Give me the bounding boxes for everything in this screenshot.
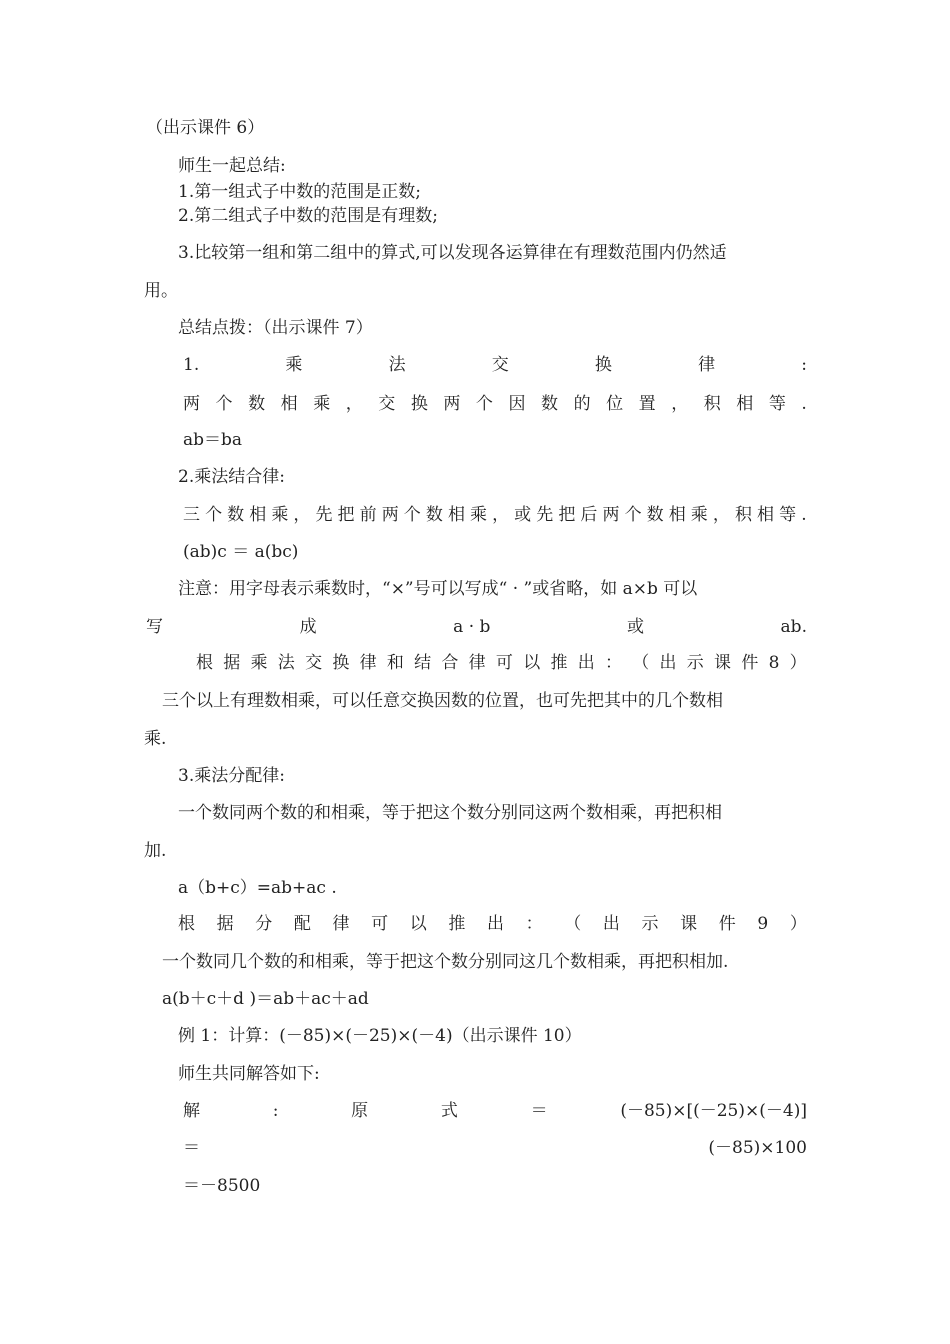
formula-line: ab＝ba (183, 430, 243, 450)
justified-line-deduction-9 (178, 913, 807, 935)
text-segment: 出 (659, 653, 677, 673)
text-segment: ， (712, 505, 730, 525)
text-segment: ， (492, 505, 510, 525)
text-segment: ： (525, 914, 543, 934)
text-segment: 相 (757, 505, 775, 525)
text-segment: 两 (183, 394, 200, 414)
text-line: 乘. (144, 729, 167, 749)
text-segment: 示 (641, 914, 659, 934)
text-segment: . (801, 394, 807, 414)
text-segment: 相 (280, 394, 298, 414)
justified-line-multiplication-commutative-heading (183, 354, 807, 376)
text-segment: 换 (332, 653, 350, 673)
text-segment: 个 (624, 505, 642, 525)
text-line: 一个数同两个数的和相乘，等于把这个数分别同这两个数相乘，再把积相 (178, 803, 722, 823)
text-segment: a · b (453, 617, 491, 637)
solution-line-2 (183, 1137, 807, 1159)
text-segment: 换 (594, 355, 612, 375)
text-line: 一个数同几个数的和相乘，等于把这个数分别同这几个数相乘，再把积相加. (162, 952, 729, 972)
text-segment: ： (604, 653, 622, 673)
text-segment: ） (789, 653, 807, 673)
text-segment: 课 (714, 653, 732, 673)
text-segment: (－85)×100 (708, 1138, 807, 1158)
justified-line-deduction-8 (196, 652, 807, 674)
text-segment: 数 (541, 394, 559, 414)
text-segment: 数 (248, 394, 266, 414)
text-segment: 法 (277, 653, 295, 673)
text-segment: 解 (183, 1101, 200, 1121)
text-segment: 和 (386, 653, 404, 673)
text-segment: : (801, 355, 807, 375)
justified-line-associative-rule (183, 504, 807, 526)
text-segment: 先 (536, 505, 554, 525)
text-segment: 置 (638, 394, 656, 414)
text-segment: 个 (215, 394, 233, 414)
text-line: 总结点拨：（出示课件 7） (178, 318, 373, 338)
text-line: 用。 (144, 281, 178, 301)
text-segment: 相 (668, 505, 686, 525)
text-segment: ＝ (183, 1138, 200, 1158)
text-segment: 个 (205, 505, 223, 525)
text-segment: 1. (183, 355, 200, 375)
text-segment: 出 (602, 914, 620, 934)
text-segment: 数 (646, 505, 664, 525)
text-segment: 乘 (271, 505, 289, 525)
text-segment: 交 (305, 653, 323, 673)
text-segment: 法 (388, 355, 406, 375)
text-segment: 三 (183, 505, 200, 525)
text-segment: 乘 (690, 505, 708, 525)
text-segment: 据 (216, 914, 234, 934)
text-segment: 课 (680, 914, 698, 934)
text-segment: 推 (550, 653, 568, 673)
text-segment: 成 (299, 617, 317, 637)
text-segment: 律 (332, 914, 350, 934)
text-segment: ＝ (530, 1101, 548, 1121)
text-line: 师生一起总结: (178, 156, 286, 176)
text-segment: 相 (447, 505, 465, 525)
text-segment: 可 (495, 653, 513, 673)
text-segment: 因 (508, 394, 526, 414)
text-segment: 积 (703, 394, 721, 414)
text-segment: ） (789, 914, 807, 934)
text-line: 1.第一组式子中数的范围是正数; (178, 182, 421, 202)
text-line: 2.第二组式子中数的范围是有理数; (178, 206, 438, 226)
text-segment: 结 (414, 653, 432, 673)
text-segment: 后 (580, 505, 598, 525)
text-segment: 以 (409, 914, 427, 934)
text-segment: 9 (757, 914, 769, 934)
text-segment: 件 (741, 653, 759, 673)
text-segment: 据 (223, 653, 241, 673)
text-segment: 数 (425, 505, 443, 525)
formula-line: a(b＋c＋d )＝ab＋ac＋ad (162, 989, 369, 1009)
text-segment: （ (564, 914, 582, 934)
text-segment: 出 (577, 653, 595, 673)
text-segment: ， (293, 505, 311, 525)
justified-line-notation (146, 616, 807, 638)
text-segment: 或 (514, 505, 532, 525)
text-line: 2.乘法结合律: (178, 467, 285, 487)
text-segment: ， (345, 394, 363, 414)
text-segment: 示 (686, 653, 704, 673)
text-segment: . (801, 505, 807, 525)
text-segment: 分 (255, 914, 273, 934)
text-segment: 件 (718, 914, 736, 934)
text-segment: 可 (371, 914, 389, 934)
text-segment: ， (671, 394, 689, 414)
text-segment: 写 (146, 617, 163, 637)
text-segment: 交 (491, 355, 509, 375)
solution-line-1 (183, 1100, 807, 1122)
text-segment: 两 (443, 394, 461, 414)
text-segment: 乘 (470, 505, 488, 525)
text-segment: 积 (734, 505, 752, 525)
text-segment: 把 (558, 505, 576, 525)
text-segment: 两 (602, 505, 620, 525)
text-segment: 位 (606, 394, 624, 414)
solution-result: ＝－8500 (183, 1176, 261, 1196)
text-segment: 乘 (250, 653, 268, 673)
text-segment: 原 (351, 1101, 369, 1121)
example-heading: 例 1：计算：(－85)×(－25)×(－4)（出示课件 10） (178, 1026, 582, 1046)
text-line: （出示课件 6） (146, 118, 265, 138)
text-segment: : (272, 1101, 279, 1121)
text-line: 三个以上有理数相乘，可以任意交换因数的位置，也可先把其中的几个数相 (162, 691, 723, 711)
text-segment: 相 (736, 394, 754, 414)
text-segment: 换 (410, 394, 428, 414)
text-segment: 式 (440, 1101, 458, 1121)
text-segment: 推 (448, 914, 466, 934)
text-segment: (－85)×[(－25)×(－4)] (620, 1101, 807, 1121)
text-segment: 数 (227, 505, 245, 525)
text-segment: （ (632, 653, 650, 673)
text-line: 3.比较第一组和第二组中的算式,可以发现各运算律在有理数范围内仍然适 (178, 243, 727, 263)
text-segment: 8 (768, 653, 780, 673)
text-segment: 乘 (285, 355, 303, 375)
text-segment: 把 (337, 505, 355, 525)
text-segment: 合 (441, 653, 459, 673)
text-segment: 律 (698, 355, 716, 375)
text-segment: 等 (768, 394, 786, 414)
text-segment: 前 (359, 505, 377, 525)
formula-line: a（b+c）=ab+ac . (178, 878, 337, 898)
text-segment: ab. (780, 617, 807, 637)
text-segment: 根 (196, 653, 213, 673)
text-segment: 配 (293, 914, 311, 934)
text-segment: 律 (359, 653, 377, 673)
text-segment: 或 (626, 617, 644, 637)
text-line: 加. (144, 841, 167, 861)
justified-line-commutative-rule (183, 393, 807, 415)
text-segment: 先 (315, 505, 333, 525)
formula-line: (ab)c ＝ a(bc) (183, 542, 299, 562)
text-line: 师生共同解答如下: (178, 1064, 320, 1084)
text-segment: 乘 (313, 394, 331, 414)
text-segment: 个 (475, 394, 493, 414)
text-segment: 个 (403, 505, 421, 525)
text-segment: 的 (573, 394, 591, 414)
text-segment: 等 (779, 505, 797, 525)
text-segment: 出 (487, 914, 504, 934)
text-segment: 相 (249, 505, 267, 525)
text-line: 注意：用字母表示乘数时，“×”号可以写成“ · ”或省略，如 a×b 可以 (178, 579, 698, 599)
text-segment: 律 (468, 653, 486, 673)
text-segment: 根 (178, 914, 195, 934)
text-segment: 交 (378, 394, 396, 414)
text-segment: 两 (381, 505, 399, 525)
text-segment: 以 (523, 653, 541, 673)
text-line: 3.乘法分配律: (178, 766, 285, 786)
